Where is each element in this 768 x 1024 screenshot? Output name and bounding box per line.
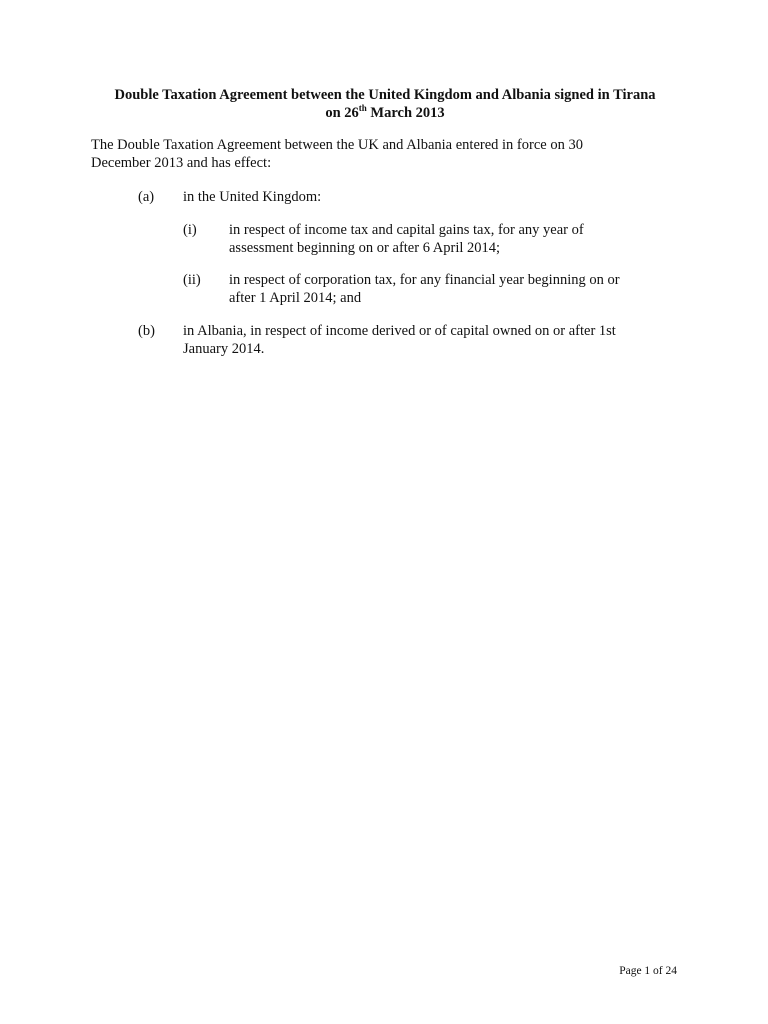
title-ordinal-suffix: th xyxy=(358,103,367,114)
page-number: Page 1 of 24 xyxy=(619,965,677,977)
title-line-1: Double Taxation Agreement between the United Kingdom and Albania signed in Tirana xyxy=(114,87,656,103)
document-title xyxy=(80,86,690,122)
title-line-2-post: March 2013 xyxy=(366,105,445,121)
list-item-b-line-2: January 2014. xyxy=(183,341,265,357)
title-line-2 xyxy=(80,104,690,122)
intro-line-2: December 2013 and has effect: xyxy=(91,155,272,171)
intro-paragraph xyxy=(91,136,681,172)
list-marker-a: (a) xyxy=(138,189,155,205)
title-line-2-pre: on 26 xyxy=(325,105,359,121)
list-item-b-line-1: in Albania, in respect of income derived or of capital owned on or after 1st xyxy=(183,323,616,339)
sub-item-i-line-2: assessment beginning on or after 6 April 2014; xyxy=(229,240,501,256)
intro-line-1: The Double Taxation Agreement between the UK and Albania entered in force on 30 xyxy=(91,137,583,153)
sub-item-ii-line-2: after 1 April 2014; and xyxy=(229,290,362,306)
list-item-a-text: in the United Kingdom: xyxy=(183,189,322,205)
sub-item-ii-line-1: in respect of corporation tax, for any financial year beginning on or xyxy=(229,272,620,288)
list-marker-b: (b) xyxy=(138,323,155,339)
sub-marker-ii: (ii) xyxy=(183,272,201,288)
sub-marker-i: (i) xyxy=(183,222,197,238)
sub-item-i-line-1: in respect of income tax and capital gains tax, for any year of xyxy=(229,222,584,238)
